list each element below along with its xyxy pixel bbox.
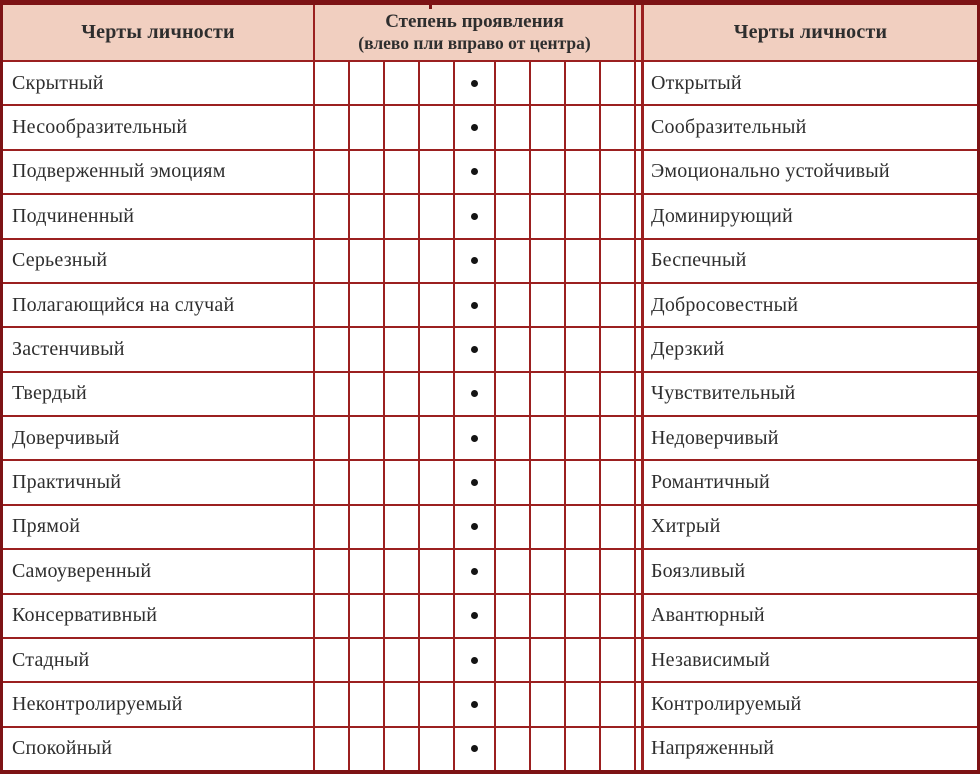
scale-cell [566,106,601,148]
trait-right-label: Дерзкий [641,328,977,370]
scale-cell [350,595,385,637]
scale-cell [350,417,385,459]
table-row [3,62,977,106]
trait-left-label: Практичный [12,471,122,494]
trait-right-label: Добросовестный [641,284,977,326]
trait-right-label: Напряженный [641,728,977,770]
scale-cell [566,284,601,326]
scale-cells [313,595,636,637]
scale-cell [350,195,385,237]
scale-cell [531,683,566,725]
scale-cell [385,195,420,237]
scale-cell [350,106,385,148]
trait-left-label: Подчиненный [12,204,135,227]
header-left-traits: Черты личности [81,21,235,43]
scale-cell [420,151,455,193]
trait-left-label: Доверчивый [12,426,120,449]
scale-cell [420,417,455,459]
scale-cell [385,683,420,725]
scale-cell [566,683,601,725]
scale-cell [420,550,455,592]
scale-cell [566,506,601,548]
scale-cell [315,106,350,148]
scale-cell [496,461,531,503]
scale-cell-center [455,151,496,193]
scale-cell [350,373,385,415]
trait-right-label: Чувствительный [641,373,977,415]
scale-cell [315,284,350,326]
scale-cell [601,683,634,725]
scale-cell [420,683,455,725]
scale-cell-center [455,328,496,370]
scale-cell [601,328,634,370]
scale-cell [315,62,350,104]
scale-cell-center [455,62,496,104]
scale-cell [601,595,634,637]
scale-cell-center [455,728,496,770]
scale-cell [601,373,634,415]
scale-cell [385,728,420,770]
scale-cell [566,328,601,370]
table-row [3,328,977,372]
scale-cell [496,328,531,370]
scale-cells [313,683,636,725]
scale-cell [496,550,531,592]
scale-cell [531,195,566,237]
center-dot-marker [471,657,478,664]
scale-cell [385,639,420,681]
scale-cell-center [455,106,496,148]
scale-cell [420,106,455,148]
scale-cell [566,595,601,637]
scale-cell [350,284,385,326]
table-row [3,373,977,417]
scale-cell [496,284,531,326]
scale-cell [385,62,420,104]
table-row [3,550,977,594]
scale-cell [531,506,566,548]
scale-cell [385,461,420,503]
scale-cell [531,284,566,326]
scale-cell [496,240,531,282]
scale-cell [350,639,385,681]
scale-cell [420,328,455,370]
scale-cell-center [455,417,496,459]
scale-cell [420,461,455,503]
trait-left-label: Прямой [12,515,81,538]
center-dot-marker [471,124,478,131]
scale-cell [531,639,566,681]
trait-left-label: Самоуверенный [12,559,152,582]
table-row [3,284,977,328]
scale-cell [496,728,531,770]
trait-right-label: Доминирующий [641,195,977,237]
scale-cell [420,728,455,770]
scale-cell [315,328,350,370]
scale-cell [315,683,350,725]
header-right-traits: Черты личности [641,5,977,60]
scale-cell [601,62,634,104]
trait-right-label: Эмоционально устойчивый [641,151,977,193]
scale-cells [313,461,636,503]
scale-cell [496,639,531,681]
center-dot-marker [471,435,478,442]
scale-cell [315,417,350,459]
trait-right-label: Беспечный [641,240,977,282]
scale-cell [315,240,350,282]
scale-cell [531,417,566,459]
scale-cell [601,240,634,282]
scale-cells [313,328,636,370]
table-row [3,240,977,284]
scale-cell-center [455,284,496,326]
scale-cell [315,151,350,193]
scale-cells [313,62,636,104]
scale-cell [315,195,350,237]
center-dot-marker [471,479,478,486]
scale-cell [385,106,420,148]
table-row [3,195,977,239]
scale-cell [531,328,566,370]
trait-right-label: Романтичный [641,461,977,503]
scale-cell [531,62,566,104]
trait-left-label: Застенчивый [12,337,125,360]
scale-cell [531,728,566,770]
scale-cell-center [455,195,496,237]
scale-cell [420,595,455,637]
scale-cell [420,284,455,326]
scale-cell-center [455,461,496,503]
scale-cell [566,550,601,592]
top-tick-mark [429,0,432,9]
scale-cell [601,284,634,326]
scale-cell [566,151,601,193]
table-header [3,5,977,62]
trait-right-label: Авантюрный [641,595,977,637]
scale-cell [601,639,634,681]
scale-cell [601,461,634,503]
scale-cell [496,373,531,415]
scale-cell [531,240,566,282]
scale-cell [350,328,385,370]
table-body [3,62,977,770]
scale-cell [531,461,566,503]
scale-cells [313,151,636,193]
center-dot-marker [471,80,478,87]
scale-cell [531,151,566,193]
center-dot-marker [471,213,478,220]
trait-right-label: Боязливый [641,550,977,592]
scale-cell [566,373,601,415]
trait-left-label: Несообразительный [12,116,188,139]
scale-cell [350,683,385,725]
scale-cells [313,639,636,681]
scale-cell [601,550,634,592]
scale-cell [496,595,531,637]
scale-cells [313,195,636,237]
scale-cell [385,284,420,326]
header-degree-line1: Степень проявления [385,10,564,32]
table-row [3,151,977,195]
center-dot-marker [471,612,478,619]
scale-cell [385,417,420,459]
scale-cell [601,506,634,548]
scale-cells [313,550,636,592]
trait-right-label: Недоверчивый [641,417,977,459]
table-row [3,106,977,150]
scale-cell [601,417,634,459]
trait-left-label: Подверженный эмоциям [12,160,226,183]
scale-cell [531,373,566,415]
scale-cells [313,240,636,282]
scale-cells [313,728,636,770]
scale-cell [385,328,420,370]
center-dot-marker [471,568,478,575]
center-dot-marker [471,257,478,264]
scale-cell [315,639,350,681]
scale-cell [496,62,531,104]
center-dot-marker [471,346,478,353]
scale-cell [601,151,634,193]
scale-cell-center [455,506,496,548]
table-row [3,595,977,639]
scale-cell [350,728,385,770]
scale-cell [315,373,350,415]
scale-cell [385,595,420,637]
trait-left-label: Неконтролируемый [12,692,183,715]
trait-right-label: Открытый [641,62,977,104]
scale-cell-center [455,240,496,282]
scale-cell-center [455,683,496,725]
scale-cell [350,506,385,548]
scale-cell [420,62,455,104]
scale-cell-center [455,550,496,592]
scale-cell [496,417,531,459]
scale-cell [385,151,420,193]
scale-cell [315,728,350,770]
scale-cell [496,195,531,237]
trait-right-label: Контролируемый [641,683,977,725]
scale-cell [496,506,531,548]
scale-cell [601,106,634,148]
scale-cell [350,550,385,592]
header-degree-of-manifestation [313,5,636,60]
scale-cell [385,373,420,415]
scale-cells [313,284,636,326]
trait-left-label: Серьезный [12,249,108,272]
scale-cell [531,106,566,148]
scale-cells [313,506,636,548]
scale-cell [496,151,531,193]
scale-cell [566,417,601,459]
center-dot-marker [471,302,478,309]
scale-cell [385,550,420,592]
scale-cell-center [455,639,496,681]
scale-cell [315,461,350,503]
scale-cell [420,506,455,548]
center-dot-marker [471,390,478,397]
scale-cell [601,195,634,237]
scale-cell [420,240,455,282]
scale-cell [566,62,601,104]
scale-cell [496,106,531,148]
scale-cell [601,728,634,770]
center-dot-marker [471,523,478,530]
scale-cell [420,639,455,681]
scale-cell [496,683,531,725]
scale-cell [420,195,455,237]
scale-cell [315,506,350,548]
scale-cell [350,62,385,104]
scale-cell [566,195,601,237]
scale-cell [350,151,385,193]
scale-cell [315,550,350,592]
table-row [3,728,977,770]
scale-cell [566,461,601,503]
scale-cell-center [455,373,496,415]
scale-cell [385,506,420,548]
trait-left-label: Спокойный [12,737,113,760]
scale-cell-center [455,595,496,637]
scale-cell [566,639,601,681]
trait-left-label: Стадный [12,648,90,671]
table-row [3,417,977,461]
scale-cell [566,728,601,770]
scale-cell [531,595,566,637]
center-dot-marker [471,168,478,175]
table-row [3,461,977,505]
trait-left-label: Скрытный [12,71,104,94]
center-dot-marker [471,701,478,708]
center-dot-marker [471,745,478,752]
trait-right-label: Независимый [641,639,977,681]
trait-right-label: Сообразительный [641,106,977,148]
table-row [3,683,977,727]
scale-cell [420,373,455,415]
scale-cell [531,550,566,592]
scale-cells [313,106,636,148]
trait-right-label: Хитрый [641,506,977,548]
scale-cell [315,595,350,637]
scale-cells [313,373,636,415]
scale-cell [350,461,385,503]
scale-cells [313,417,636,459]
scale-cell [385,240,420,282]
trait-left-label: Консервативный [12,604,158,627]
table-row [3,639,977,683]
table-row [3,506,977,550]
trait-left-label: Полагающийся на случай [12,293,235,316]
scale-cell [350,240,385,282]
trait-left-label: Твердый [12,382,87,405]
header-degree-line2: (влево пли вправо от центра) [358,33,591,54]
scale-cell [566,240,601,282]
